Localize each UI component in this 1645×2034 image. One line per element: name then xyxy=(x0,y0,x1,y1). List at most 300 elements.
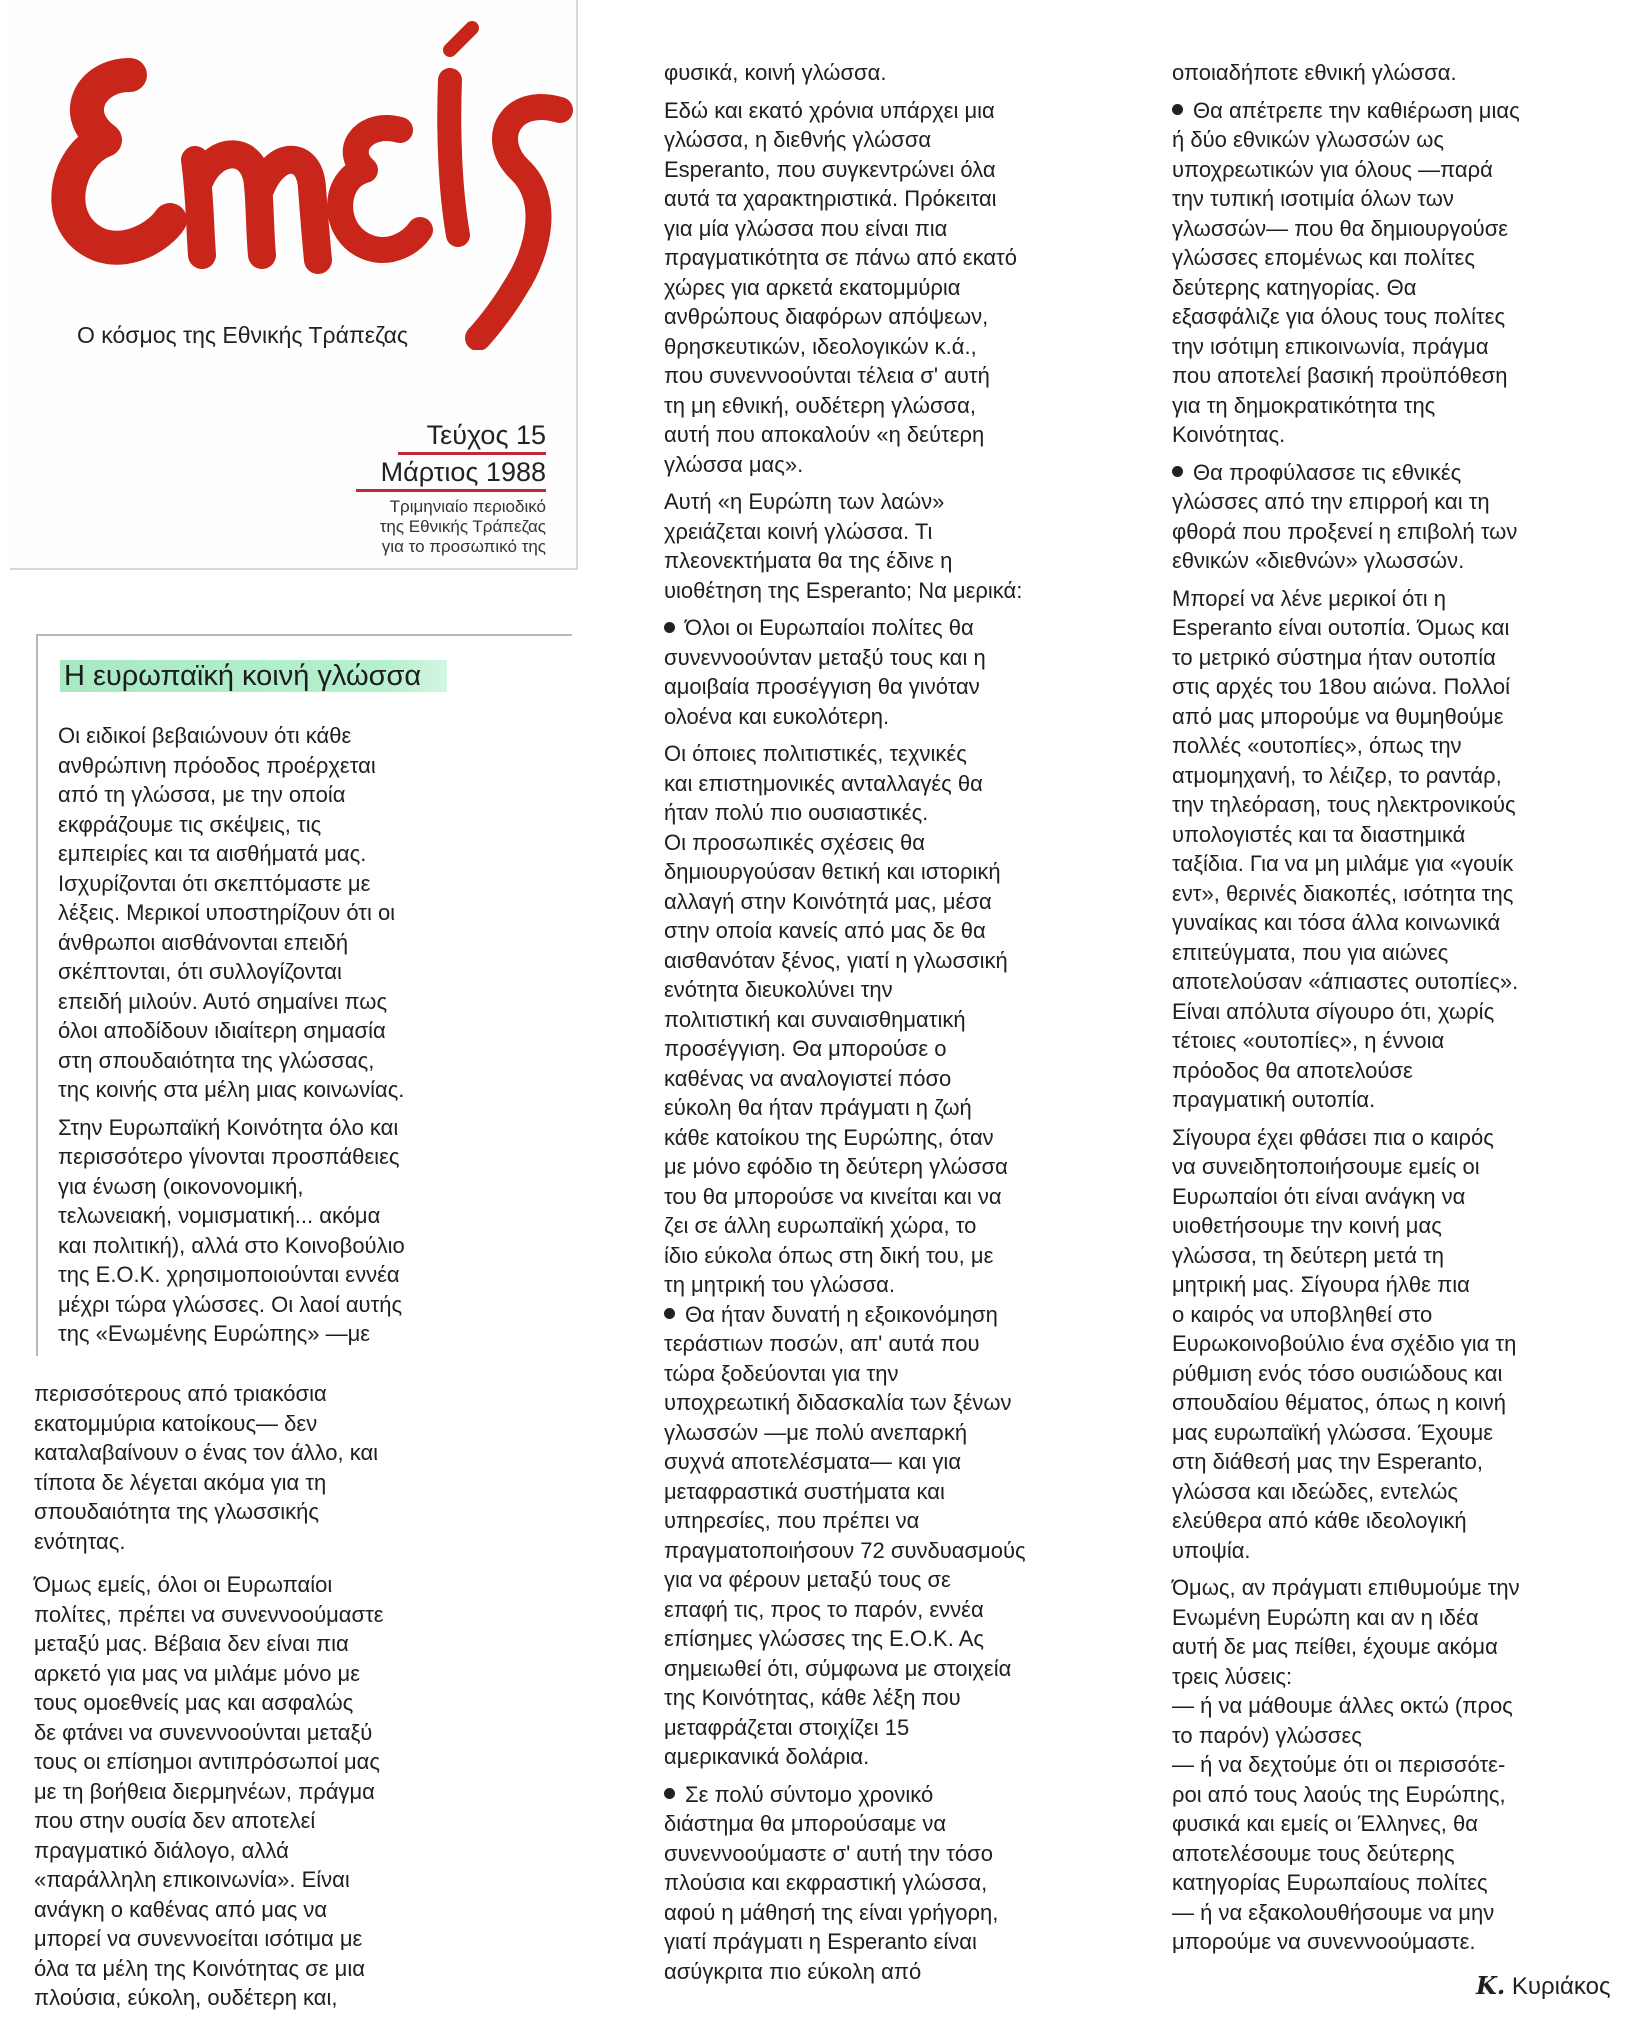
text-line xyxy=(1172,1300,1632,1330)
line-text: αμοιβαία προσέγγιση θα γινόταν xyxy=(664,674,980,699)
text-line xyxy=(664,1927,1124,1957)
text-line xyxy=(1172,1780,1632,1810)
line-text: γλώσσες επομένως και πολίτες xyxy=(1172,245,1475,270)
line-text: για να φέρουν μεταξύ τους σε xyxy=(664,1567,951,1592)
line-text: περισσότερους από τριακόσια xyxy=(34,1381,327,1406)
line-text: υπολογιστές και τα διαστημικά xyxy=(1172,821,1466,847)
line-text: ενότητα διευκολύνει την xyxy=(664,977,893,1002)
line-text: λέξεις. Μερικοί υποστηρίζουν ότι οι xyxy=(58,900,396,925)
line-text: Όμως εμείς, όλοι οι Ευρωπαίοι xyxy=(34,1572,333,1597)
text-line xyxy=(1172,1270,1632,1300)
line-text: επιτεύγματα, που για αιώνες xyxy=(1172,939,1449,965)
line-text: αισθανόταν ξένος, γιατί η γλωσσική xyxy=(664,947,1008,973)
line-text: υποψία. xyxy=(1172,1537,1251,1563)
bullet-icon xyxy=(664,622,675,633)
line-text: ανάγκη ο καθένας από μας να xyxy=(34,1896,328,1922)
text-line xyxy=(1172,1241,1632,1271)
text-line xyxy=(1172,879,1632,909)
paragraph xyxy=(664,613,1124,731)
line-text: γλώσσα, η διεθνής γλώσσα xyxy=(664,127,932,152)
text-line xyxy=(664,1182,1124,1212)
line-text: για ένωση (οικονονομική, xyxy=(58,1173,304,1199)
text-line xyxy=(1172,1927,1632,1957)
line-text: — ή να εξακολουθήσουμε να μην xyxy=(1172,1899,1495,1925)
line-text: ασύγκριτα πιο εύκολη από xyxy=(664,1958,922,1984)
line-text: το μετρικό σύστημα ήταν ουτοπία xyxy=(1172,644,1496,670)
paragraph xyxy=(1172,1573,1632,1957)
text-line xyxy=(664,1241,1124,1271)
text-line xyxy=(664,1565,1124,1595)
line-text: που στην ουσία δεν αποτελεί xyxy=(34,1808,316,1833)
line-text: και πολιτική), αλλά στο Κοινοβούλιο xyxy=(58,1232,405,1258)
line-text: πραγματική ουτοπία. xyxy=(1172,1087,1376,1112)
text-line xyxy=(664,1780,1124,1810)
text-line xyxy=(1172,790,1632,820)
text-line xyxy=(1172,849,1632,879)
text-line xyxy=(34,1747,504,1777)
line-text: εκφράζουμε τις σκέψεις, τις xyxy=(58,811,322,837)
text-line xyxy=(1172,1329,1632,1359)
line-text: αποτελούσαν «άπιαστες ουτοπίες». xyxy=(1172,969,1519,994)
text-line xyxy=(1172,908,1632,938)
text-line xyxy=(664,517,1124,547)
text-line xyxy=(1172,243,1632,273)
line-text: στη διάθεσή μας την Esperanto, xyxy=(1172,1449,1483,1474)
line-text: Ενωμένη Ευρώπη και αν η ιδέα xyxy=(1172,1604,1479,1630)
text-line xyxy=(34,1570,504,1600)
line-text: για τη δημοκρατικότητα της xyxy=(1172,392,1436,418)
line-text: ολοένα και ευκολότερη. xyxy=(664,703,890,729)
line-text: Θα ήταν δυνατή η εξοικονόμηση xyxy=(685,1301,998,1327)
text-line xyxy=(58,721,538,751)
text-line xyxy=(1172,1573,1632,1603)
text-line xyxy=(1172,1085,1632,1115)
text-line xyxy=(664,1809,1124,1839)
text-line xyxy=(1172,125,1632,155)
text-line xyxy=(1172,820,1632,850)
text-line xyxy=(664,798,1124,828)
line-text: επίσημες γλώσσες της Ε.Ο.Κ. Ας xyxy=(664,1626,985,1651)
text-line xyxy=(664,672,1124,702)
line-text: ταξίδια. Για να μη μιλάμε για «γουίκ xyxy=(1172,851,1514,876)
line-text: «παράλληλη επικοινωνία». Είναι xyxy=(34,1867,350,1892)
text-line xyxy=(58,1142,538,1172)
line-text: υιοθέτηση της Esperanto; Να μερικά: xyxy=(664,577,1023,603)
line-text: τη μητρική του γλώσσα. xyxy=(664,1272,895,1297)
text-line xyxy=(664,1839,1124,1869)
text-line xyxy=(1172,214,1632,244)
issue-date: Μάρτιος 1988 xyxy=(380,457,546,487)
text-line xyxy=(58,957,538,987)
line-text: χώρες για αρκετά εκατομμύρια xyxy=(664,274,961,300)
text-line xyxy=(1172,1536,1632,1566)
text-line xyxy=(1172,938,1632,968)
text-line xyxy=(34,1806,504,1836)
text-line xyxy=(664,1152,1124,1182)
line-text: περισσότερο γίνονται προσπάθειες xyxy=(58,1144,400,1169)
line-text: συνεννοούνταν μεταξύ τους και η xyxy=(664,644,986,670)
text-line xyxy=(664,1742,1124,1772)
subnote-line: της Εθνικής Τράπεζας xyxy=(379,517,546,536)
text-line xyxy=(1172,58,1632,88)
line-text: πλούσια, εύκολη, ουδέτερη και, xyxy=(34,1985,338,2010)
text-line xyxy=(664,857,1124,887)
text-line xyxy=(1172,361,1632,391)
text-line xyxy=(1172,1506,1632,1536)
text-line xyxy=(34,1409,504,1439)
text-line xyxy=(1172,1152,1632,1182)
line-text: Ισχυρίζονται ότι σκεπτόμαστε με xyxy=(58,870,371,896)
text-line xyxy=(1172,1447,1632,1477)
line-text: τίποτα δε λέγεται ακόμα για τη xyxy=(34,1469,327,1495)
text-line xyxy=(664,96,1124,126)
line-text: γλώσσα, τη δεύτερη μετά τη xyxy=(1172,1242,1445,1268)
line-text: πραγματοποιήσουν 72 συνδυασμούς xyxy=(664,1537,1026,1563)
text-line xyxy=(1172,1721,1632,1751)
line-text: τέτοιες «ουτοπίες», η έννοια xyxy=(1172,1028,1445,1053)
text-line xyxy=(1172,184,1632,214)
paragraph xyxy=(1172,58,1632,88)
line-text: Όμως, αν πράγματι επιθυμούμε την xyxy=(1172,1575,1520,1600)
text-line xyxy=(58,987,538,1017)
text-line xyxy=(664,828,1124,858)
text-line xyxy=(34,1527,504,1557)
line-text: ο καιρός να υποβληθεί στο xyxy=(1172,1301,1433,1327)
text-line xyxy=(664,1624,1124,1654)
text-line xyxy=(1172,1182,1632,1212)
line-text: δεύτερης κατηγορίας. Θα xyxy=(1172,274,1417,300)
line-text: επαφή τις, προς το παρόν, εννέα xyxy=(664,1596,984,1622)
line-text: γυναίκας και τόσα άλλα κοινωνικά xyxy=(1172,910,1501,935)
text-line xyxy=(664,1093,1124,1123)
line-text: ίδιο εύκολα όπως στη δική του, με xyxy=(664,1242,994,1268)
text-line xyxy=(58,839,538,869)
paragraph xyxy=(58,1113,538,1349)
line-text: Σίγουρα έχει φθάσει πια ο καιρός xyxy=(1172,1124,1494,1150)
line-text: τη μη εθνική, ουδέτερη γλώσσα, xyxy=(664,392,976,418)
paragraph xyxy=(664,1780,1124,1987)
line-text: φθορά που προξενεί η επιβολή των xyxy=(1172,518,1518,544)
text-line xyxy=(34,1718,504,1748)
line-text: για μία γλώσσα που είναι πια xyxy=(664,215,948,241)
text-line xyxy=(1172,584,1632,614)
paragraph xyxy=(1172,458,1632,576)
line-text: ήταν πολύ πιο ουσιαστικές. xyxy=(664,800,929,825)
line-text: αλλαγή στην Κοινότητά μας, μέσα xyxy=(664,888,992,914)
bullet-icon xyxy=(664,1788,675,1799)
line-text: ή δύο εθνικών γλωσσών ως xyxy=(1172,127,1444,152)
line-text: πολίτες, πρέπει να συνεννοούμαστε xyxy=(34,1601,384,1627)
text-line xyxy=(34,1438,504,1468)
paragraph xyxy=(664,739,1124,1300)
line-text: επειδή μιλούν. Αυτό σημαίνει πως xyxy=(58,988,388,1014)
article-column-1 xyxy=(58,721,538,1357)
text-line xyxy=(664,1654,1124,1684)
paragraph xyxy=(34,1379,504,1556)
text-line xyxy=(664,1034,1124,1064)
text-line xyxy=(34,1895,504,1925)
line-text: ενότητας. xyxy=(34,1528,126,1554)
text-line xyxy=(664,332,1124,362)
text-line xyxy=(664,1270,1124,1300)
line-text: Στην Ευρωπαϊκή Κοινότητα όλο και xyxy=(58,1114,399,1140)
line-text: πολλές «ουτοπίες», όπως την xyxy=(1172,733,1462,758)
text-line xyxy=(1172,1809,1632,1839)
subnote-line: Τριμηνιαίο περιοδικό xyxy=(389,497,546,516)
text-line xyxy=(1172,546,1632,576)
text-line xyxy=(664,1447,1124,1477)
line-text: μπορεί να συνεννοείται ισότιμα με xyxy=(34,1926,363,1951)
line-text: συχνά αποτελέσματα— και για xyxy=(664,1449,962,1474)
issue-block xyxy=(356,420,546,494)
text-line xyxy=(664,125,1124,155)
text-line xyxy=(664,1359,1124,1389)
line-text: ατμομηχανή, το λέιζερ, το ραντάρ, xyxy=(1172,762,1502,788)
text-line xyxy=(664,184,1124,214)
line-text: με τη βοήθεια διερμηνέων, πράγμα xyxy=(34,1778,375,1804)
paragraph xyxy=(1172,584,1632,1115)
line-text: την τυπική ισοτιμία όλων των xyxy=(1172,186,1454,211)
text-line xyxy=(1172,302,1632,332)
line-text: τους οι επίσημοι αντιπρόσωποί μας xyxy=(34,1749,380,1774)
text-line xyxy=(1172,1839,1632,1869)
text-line xyxy=(58,1113,538,1143)
line-text: ανθρώπινη πρόοδος προέρχεται xyxy=(58,752,376,778)
date-underline xyxy=(356,489,546,492)
text-line xyxy=(1172,1898,1632,1928)
line-text: να συνειδητοποιήσουμε εμείς οι xyxy=(1172,1154,1480,1179)
paragraph xyxy=(1172,1123,1632,1566)
text-line xyxy=(1172,273,1632,303)
line-text: εκατομμύρια κατοίκους— δεν xyxy=(34,1410,318,1436)
line-text: προσέγγιση. Θα μπορούσε ο xyxy=(664,1036,947,1061)
text-line xyxy=(664,391,1124,421)
line-text: εμπειρίες και τα αισθήματά μας. xyxy=(58,841,367,866)
line-text: της Ε.Ο.Κ. χρησιμοποιούνται εννέα xyxy=(58,1262,400,1287)
line-text: πλούσια και εκφραστική γλώσσα, xyxy=(664,1870,988,1895)
text-line xyxy=(1172,96,1632,126)
line-text: κατηγορίας Ευρωπαίους πολίτες xyxy=(1172,1870,1488,1895)
author-signature xyxy=(1476,1971,1611,2001)
line-text: καταλαβαίνουν ο ένας τον άλλο, και xyxy=(34,1440,379,1465)
line-text: στις αρχές του 18ου αιώνα. Πολλοί xyxy=(1172,674,1511,699)
text-line xyxy=(1172,1056,1632,1086)
text-line xyxy=(1172,1691,1632,1721)
text-line xyxy=(664,643,1124,673)
line-text: αυτή δε μας πείθει, έχουμε ακόμα xyxy=(1172,1634,1498,1659)
line-text: από μας μπορούμε να θυμηθούμε xyxy=(1172,703,1504,729)
line-text: ζει σε άλλη ευρωπαϊκή χώρα, το xyxy=(664,1213,977,1238)
bullet-icon xyxy=(664,1308,675,1319)
text-line xyxy=(34,1954,504,1984)
text-line xyxy=(34,1777,504,1807)
text-line xyxy=(1172,967,1632,997)
line-text: τρεις λύσεις: xyxy=(1172,1663,1293,1689)
text-line xyxy=(1172,332,1632,362)
text-line xyxy=(1172,997,1632,1027)
text-line xyxy=(1172,672,1632,702)
line-text: συνεννοούμαστε σ' αυτή την τόσο xyxy=(664,1840,993,1866)
text-line xyxy=(34,1924,504,1954)
line-text: που αποτελεί βασική προϋπόθεση xyxy=(1172,363,1508,388)
line-text: εύκολη θα ήταν πράγματι η ζωή xyxy=(664,1095,972,1120)
line-text: μεταξύ μας. Βέβαια δεν είναι πια xyxy=(34,1631,349,1656)
line-text: ροι από τους λαούς της Ευρώπης, xyxy=(1172,1781,1506,1807)
text-line xyxy=(664,546,1124,576)
line-text: ρύθμιση ενός τόσο ουσιώδους και xyxy=(1172,1360,1503,1386)
masthead-tagline: Ο κόσμος της Εθνικής Τράπεζας xyxy=(77,322,408,348)
text-line xyxy=(34,1983,504,2013)
text-line xyxy=(1172,420,1632,450)
line-text: της κοινής στα μέλη μιας κοινωνίας. xyxy=(58,1077,405,1102)
line-text: Οι ειδικοί βεβαιώνουν ότι κάθε xyxy=(58,723,352,748)
text-line xyxy=(1172,1418,1632,1448)
text-line xyxy=(664,1064,1124,1094)
line-text: Esperanto, που συγκεντρώνει όλα xyxy=(664,156,996,182)
line-text: γλώσσα και ιδεώδες, εντελώς xyxy=(1172,1478,1459,1504)
line-text: σημειωθεί ότι, σύμφωνα με στοιχεία xyxy=(664,1655,1012,1681)
text-line xyxy=(664,1005,1124,1035)
text-line xyxy=(58,1290,538,1320)
text-line xyxy=(58,1201,538,1231)
line-text: αρκετό για μας να μιλάμε μόνο με xyxy=(34,1660,361,1686)
line-text: υιοθετήσουμε την κοινή μας xyxy=(1172,1213,1442,1238)
line-text: κάθε κατοίκου της Ευρώπης, όταν xyxy=(664,1124,994,1150)
text-line xyxy=(1172,517,1632,547)
line-text: φυσικά και εμείς οι Έλληνες, θα xyxy=(1172,1811,1478,1836)
line-text: όλοι αποδίδουν ιδιαίτερη σημασία xyxy=(58,1018,386,1043)
line-text: αποτελέσουμε τους δεύτερης xyxy=(1172,1840,1455,1866)
line-text: θρησκευτικών, ιδεολογικών κ.ά., xyxy=(664,333,977,359)
line-text: καθένας να αναλογιστεί πόσο xyxy=(664,1065,952,1091)
text-line xyxy=(664,1595,1124,1625)
text-line xyxy=(1172,1026,1632,1056)
line-text: τους ομοεθνείς μας και ασφαλώς xyxy=(34,1690,354,1715)
text-line xyxy=(34,1659,504,1689)
line-text: της Κοινότητας, κάθε λέξη που xyxy=(664,1685,961,1710)
text-line xyxy=(58,1046,538,1076)
text-line xyxy=(1172,1123,1632,1153)
line-text: εξασφάλιζε για όλους τους πολίτες xyxy=(1172,304,1506,329)
text-line xyxy=(664,1388,1124,1418)
text-line xyxy=(58,1319,538,1349)
text-line xyxy=(1172,1359,1632,1389)
line-text: τεράστιων ποσών, απ' αυτά που xyxy=(664,1331,980,1356)
text-line xyxy=(664,243,1124,273)
masthead xyxy=(10,0,578,570)
text-line xyxy=(58,928,538,958)
text-line xyxy=(664,1713,1124,1743)
text-line xyxy=(1172,1211,1632,1241)
line-text: πραγματικότητα σε πάνω από εκατό xyxy=(664,245,1017,270)
line-text: στην οποία κανείς από μας δε θα xyxy=(664,918,986,943)
text-line xyxy=(664,1898,1124,1928)
line-text: της «Ενωμένης Ευρώπης» —με xyxy=(58,1321,371,1346)
text-line xyxy=(664,214,1124,244)
line-text: γλωσσών— που θα δημιουργούσε xyxy=(1172,215,1509,241)
line-text: φυσικά, κοινή γλώσσα. xyxy=(664,60,887,85)
line-text: μπορούμε να συνεννοούμαστε. xyxy=(1172,1929,1476,1954)
line-text: σπουδαιότητα της γλωσσικής xyxy=(34,1499,319,1524)
line-text: αυτά τα χαρακτηριστικά. Πρόκειται xyxy=(664,186,997,211)
paragraph xyxy=(1172,96,1632,450)
article-headline: Η ευρωπαϊκή κοινή γλώσσα xyxy=(60,660,447,692)
line-text: με μόνο εφόδιο τη δεύτερη γλώσσα xyxy=(664,1154,1008,1179)
text-line xyxy=(1172,458,1632,488)
text-line xyxy=(1172,1603,1632,1633)
line-text: Οι προσωπικές σχέσεις θα xyxy=(664,829,925,855)
text-line xyxy=(58,898,538,928)
line-text: μέχρι τώρα γλώσσες. Οι λαοί αυτής xyxy=(58,1291,403,1317)
line-text: χρειάζεται κοινή γλώσσα. Τι xyxy=(664,518,933,544)
line-text: πλεονεκτήματα θα της έδινε η xyxy=(664,548,953,573)
signature-initial: Κ. xyxy=(1476,1971,1506,2000)
bullet-icon xyxy=(1172,104,1183,115)
line-text: σκέπτονται, ότι συλλογίζονται xyxy=(58,959,342,984)
line-text: Μπορεί να λένε μερικοί ότι η xyxy=(1172,585,1447,611)
line-text: και επιστημονικές ανταλλαγές θα xyxy=(664,770,983,796)
line-text: στη σπουδαιότητα της γλώσσας, xyxy=(58,1047,375,1073)
line-text: εντ», θερινές διακοπές, ισότητα της xyxy=(1172,880,1514,906)
line-text: πρόοδος θα αποτελούσε xyxy=(1172,1057,1413,1083)
text-line xyxy=(1172,391,1632,421)
paragraph xyxy=(34,1570,504,2013)
line-text: την ισότιμη επικοινωνία, πράγμα xyxy=(1172,333,1489,359)
text-line xyxy=(664,769,1124,799)
text-line xyxy=(664,273,1124,303)
emeis-logo xyxy=(20,20,580,350)
line-text: τώρα ξοδεύονται για την xyxy=(664,1360,899,1386)
text-line xyxy=(34,1379,504,1409)
line-text: πραγματικό διάλογο, αλλά xyxy=(34,1837,289,1863)
paragraph xyxy=(664,96,1124,480)
paragraph xyxy=(664,1300,1124,1772)
text-line xyxy=(664,739,1124,769)
text-line xyxy=(58,1075,538,1105)
text-line xyxy=(1172,643,1632,673)
line-text: γιατί πράγματι η Esperanto είναι xyxy=(664,1929,977,1954)
text-line xyxy=(664,887,1124,917)
line-text: Οι όποιες πολιτιστικές, τεχνικές xyxy=(664,741,967,766)
text-line xyxy=(34,1468,504,1498)
line-text: δημιουργούσαν θετική και ιστορική xyxy=(664,859,1001,884)
paragraph xyxy=(58,721,538,1105)
line-text: γλώσσες από την επιρροή και τη xyxy=(1172,489,1490,514)
text-line xyxy=(664,450,1124,480)
text-line xyxy=(664,155,1124,185)
line-text: υποχρεωτικών για όλους —παρά xyxy=(1172,156,1493,182)
line-text: δε φτάνει να συνεννοούνται μεταξύ xyxy=(34,1719,373,1745)
text-line xyxy=(664,1329,1124,1359)
subnote-line: για το προσωπικό της xyxy=(381,537,546,556)
text-line xyxy=(664,361,1124,391)
line-text: υποχρεωτική διδασκαλία των ξένων xyxy=(664,1390,1012,1415)
text-line xyxy=(1172,1750,1632,1780)
line-text: υπηρεσίες, που πρέπει να xyxy=(664,1508,920,1533)
line-text: του θα μπορούσε να κινείται και να xyxy=(664,1183,1002,1209)
line-text: γλώσσα μας». xyxy=(664,451,804,477)
line-text: τελωνειακή, νομισματική... ακόμα xyxy=(58,1203,381,1228)
line-text: την τηλεόραση, τους ηλεκτρονικούς xyxy=(1172,792,1516,817)
line-text: Κοινότητας. xyxy=(1172,422,1286,447)
text-line xyxy=(58,780,538,810)
text-line xyxy=(1172,1388,1632,1418)
line-text: Εδώ και εκατό χρόνια υπάρχει μια xyxy=(664,97,995,123)
line-text: άνθρωποι αισθάνονται επειδή xyxy=(58,929,349,955)
line-text: Θα προφύλασσε τις εθνικές xyxy=(1193,459,1462,485)
line-text: μεταφραστικά συστήματα και xyxy=(664,1478,945,1504)
line-text: Esperanto είναι ουτοπία. Όμως και xyxy=(1172,615,1510,640)
